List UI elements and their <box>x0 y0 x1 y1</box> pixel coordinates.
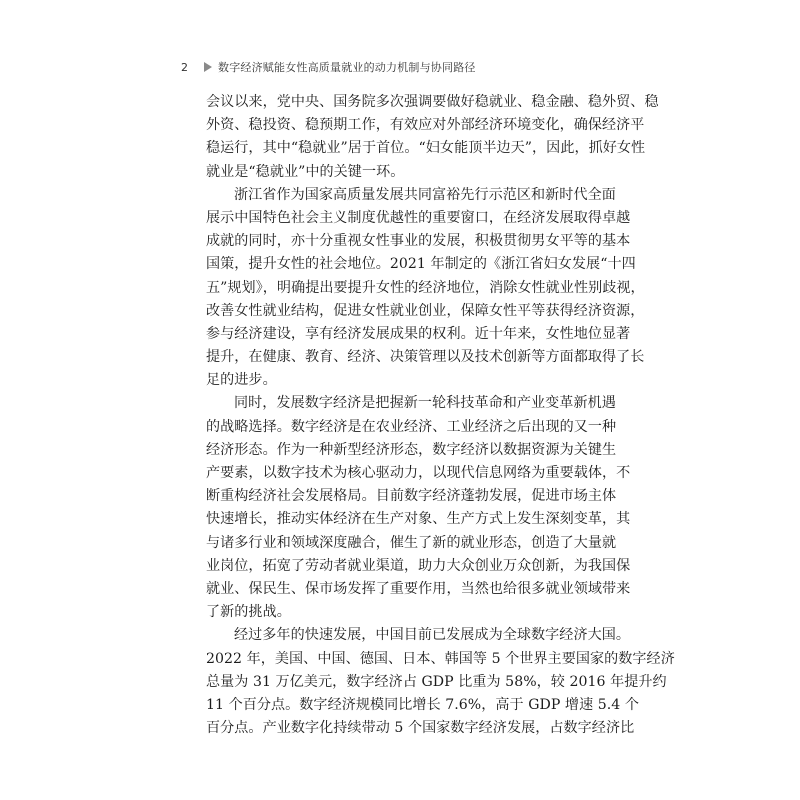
text-line: 2022 年，美国、中国、德国、日本、韩国等 5 个世界主要国家的数字经济 <box>206 650 675 667</box>
text-line: 就业、保民生、保市场发挥了重要作用，当然也给很多就业领域带来 <box>206 580 631 597</box>
text-line: 经过多年的快速发展，中国目前已发展成为全球数字经济大国。 <box>234 627 631 644</box>
text-line: 就业是“稳就业”中的关键一环。 <box>206 163 405 180</box>
text-line: 11 个百分点。数字经济规模同比增长 7.6%，高于 GDP 增速 5.4 个 <box>206 696 639 713</box>
text-line: 外资、稳投资、稳预期工作，有效应对外部经济环境变化，确保经济平 <box>206 117 645 134</box>
text-line: 成就的同时，亦十分重视女性事业的发展，积极贯彻男女平等的基本 <box>206 233 631 250</box>
text-line: 业岗位，拓宽了劳动者就业渠道，助力大众创业万众创新，为我国保 <box>206 557 631 574</box>
paragraph <box>206 91 659 184</box>
paragraph <box>206 392 631 624</box>
running-title: 数字经济赋能女性高质量就业的动力机制与协同路径 <box>218 61 476 74</box>
paragraph <box>206 624 675 740</box>
body-text <box>206 91 675 740</box>
text-line: 产要素，以数字技术为核心驱动力，以现代信息网络为重要载体，不 <box>206 465 631 481</box>
paragraph <box>206 184 645 393</box>
text-line: 稳运行，其中“稳就业”居于首位。“妇女能顶半边天”，因此，抓好女性 <box>206 140 646 157</box>
text-line: 浙江省作为国家高质量发展共同富裕先行示范区和新时代全面 <box>234 186 616 203</box>
text-line: 国策，提升女性的社会地位。2021 年制定的《浙江省妇女发展“十四 <box>206 256 636 273</box>
page-number: 2 <box>181 60 188 74</box>
triangle-marker-icon <box>204 62 212 72</box>
text-line: 参与经济建设，享有经济发展成果的权利。近十年来，女性地位显著 <box>206 325 631 342</box>
text-line: 足的进步。 <box>206 372 277 389</box>
text-line: 同时，发展数字经济是把握新一轮科技革命和产业变革新机遇 <box>234 395 616 412</box>
text-line: 百分点。产业数字化持续带动 5 个国家数字经济发展，占数字经济比 <box>206 720 635 737</box>
text-line: 展示中国特色社会主义制度优越性的重要窗口，在经济发展取得卓越 <box>206 209 631 226</box>
text-line: 五”规划》，明确提出要提升女性的经济地位，消除女性就业性别歧视， <box>206 279 645 296</box>
text-line: 断重构经济社会发展格局。目前数字经济蓬勃发展，促进市场主体 <box>206 488 617 505</box>
text-line: 改善女性就业结构，促进女性就业创业，保障女性平等获得经济资源， <box>206 302 645 319</box>
text-line: 经济形态。作为一种新型经济形态，数字经济以数据资源为关键生 <box>206 441 617 458</box>
text-line: 提升，在健康、教育、经济、决策管理以及技术创新等方面都取得了长 <box>206 349 645 366</box>
text-line: 会议以来，党中央、国务院多次强调要做好稳就业、稳金融、稳外贸、稳 <box>206 94 659 110</box>
text-line: 与诸多行业和领域深度融合，催生了新的就业形态，创造了大量就 <box>206 534 617 551</box>
running-header <box>181 57 621 77</box>
text-line: 快速增长，推动实体经济在生产对象、生产方式上发生深刻变革，其 <box>206 511 631 528</box>
text-line: 的战略选择。数字经济是在农业经济、工业经济之后出现的又一种 <box>206 418 617 435</box>
text-line: 了新的挑战。 <box>206 604 291 621</box>
text-line: 总量为 31 万亿美元，数字经济占 GDP 比重为 58%，较 2016 年提升约 <box>206 673 667 690</box>
